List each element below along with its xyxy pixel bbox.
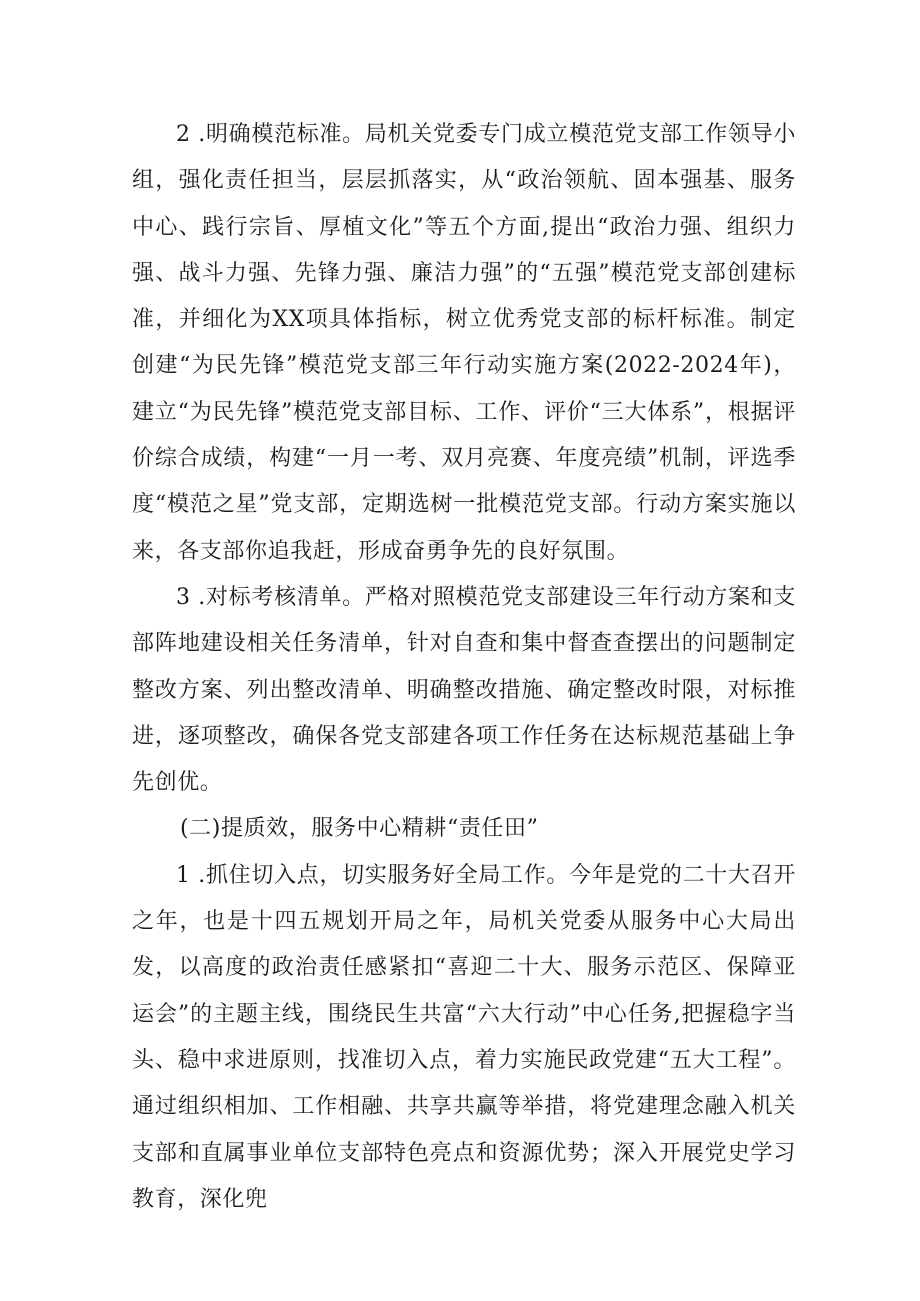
document-body — [132, 112, 796, 1223]
paragraph-item-2: 2 .明确模范标准。局机关党委专门成立模范党支部工作领导小组，强化责任担当，层层抓落实，从“政治领航、固本强基、服务中心、践行宗旨、厚植文化”等五个方面,提出“政治力强、组织力强、战斗力强、先锋力强、廉洁力强”的“五强”模范党支部创建标准，并细化为XX项具体指标，树立优秀党支部的标杆标准。制定创建“为民先锋”模范党支部三年行动实施方案(2022-2024年)，建立“为民先锋”模范党支部目标、工作、评价“三大体系”，根据评价综合成绩，构建“一月一考、双月亮赛、年度亮绩”机制，评选季度“模范之星”党支部，定期选树一批模范党支部。行动方案实施以来，各支部你追我赶，形成奋勇争先的良好氛围。 — [132, 122, 796, 564]
paragraph-item-1: 1 .抓住切入点，切实服务好全局工作。今年是党的二十大召开之年，也是十四五规划开局之年，局机关党委从服务中心大局出发，以高度的政治责任感紧扣“喜迎二十大、服务示范区、保障亚运会”的主题主线，围绕民生共富“六大行动”中心任务,把握稳字当头、稳中求进原则，找准切入点，着力实施民政党建“五大工程”。通过组织相加、工作相融、共享共赢等举措，将党建理念融入机关支部和直属事业单位支部特色亮点和资源优势；深入开展党史学习教育，深化兜 — [132, 862, 796, 1212]
paragraph-item-3: 3 .对标考核清单。严格对照模范党支部建设三年行动方案和支部阵地建设相关任务清单，针对自查和集中督查查摆出的问题制定整改方案、列出整改清单、明确整改措施、确定整改时限，对标推进，逐项整改，确保各党支部建各项工作任务在达标规范基础上争先创优。 — [132, 584, 796, 796]
section-heading: (二)提质效，服务中心精耕“责任田” — [180, 816, 539, 842]
